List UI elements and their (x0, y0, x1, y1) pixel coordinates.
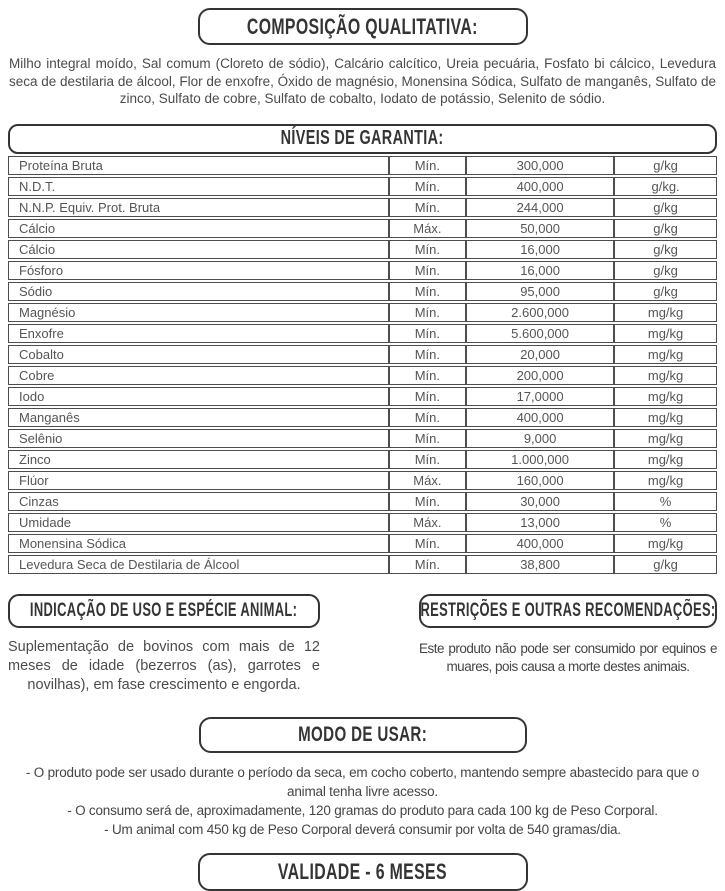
table-row (8, 555, 717, 574)
cell-limit-type: Mín. (389, 345, 466, 364)
indication-title: INDICAÇÃO DE USO E ESPÉCIE ANIMAL: (30, 599, 298, 621)
cell-nutrient-name: Zinco (8, 450, 389, 469)
cell-value: 9,000 (466, 429, 614, 448)
cell-limit-type: Mín. (389, 156, 466, 175)
guarantees-table (8, 154, 717, 576)
table-row (8, 513, 717, 532)
cell-value: 38,800 (466, 555, 614, 574)
indication-title-box (8, 594, 320, 628)
cell-unit: mg/kg (614, 366, 717, 385)
table-row (8, 450, 717, 469)
table-row (8, 429, 717, 448)
table-row (8, 387, 717, 406)
table-row (8, 492, 717, 511)
cell-unit: g/kg (614, 261, 717, 280)
cell-nutrient-name: N.D.T. (8, 177, 389, 196)
cell-nutrient-name: Selênio (8, 429, 389, 448)
cell-unit: g/kg (614, 219, 717, 238)
cell-nutrient-name: Iodo (8, 387, 389, 406)
usage-title-box (199, 717, 527, 753)
cell-limit-type: Mín. (389, 450, 466, 469)
table-row (8, 282, 717, 301)
cell-value: 400,000 (466, 408, 614, 427)
cell-unit: mg/kg (614, 429, 717, 448)
usage-item: - O consumo será de, aproximadamente, 120 gramas do produto para cada 100 kg de Peso Corporal. (67, 802, 658, 818)
cell-limit-type: Mín. (389, 408, 466, 427)
cell-nutrient-name: Cobalto (8, 345, 389, 364)
cell-value: 16,000 (466, 240, 614, 259)
cell-unit: mg/kg (614, 450, 717, 469)
table-row (8, 534, 717, 553)
cell-value: 50,000 (466, 219, 614, 238)
cell-unit: mg/kg (614, 387, 717, 406)
cell-value: 5.600,000 (466, 324, 614, 343)
cell-nutrient-name: Monensina Sódica (8, 534, 389, 553)
cell-limit-type: Mín. (389, 177, 466, 196)
cell-nutrient-name: Levedura Seca de Destilaria de Álcool (8, 555, 389, 574)
table-row (8, 177, 717, 196)
cell-value: 17,0000 (466, 387, 614, 406)
cell-limit-type: Mín. (389, 366, 466, 385)
cell-unit: mg/kg (614, 324, 717, 343)
cell-nutrient-name: Fósforo (8, 261, 389, 280)
cell-limit-type: Mín. (389, 240, 466, 259)
cell-value: 400,000 (466, 177, 614, 196)
cell-limit-type: Máx. (389, 513, 466, 532)
cell-limit-type: Mín. (389, 429, 466, 448)
cell-value: 95,000 (466, 282, 614, 301)
cell-limit-type: Mín. (389, 261, 466, 280)
cell-unit: g/kg (614, 282, 717, 301)
cell-limit-type: Mín. (389, 282, 466, 301)
cell-nutrient-name: Umidade (8, 513, 389, 532)
cell-value: 244,000 (466, 198, 614, 217)
table-row (8, 219, 717, 238)
usage-title: MODO DE USAR: (297, 722, 427, 746)
guarantees-section (8, 124, 717, 576)
two-column-section (8, 594, 717, 695)
usage-item: - O produto pode ser usado durante o período da seca, em cocho coberto, mantendo sempre abastecido para que o animal tenha livre acesso. (25, 764, 700, 799)
cell-nutrient-name: Proteína Bruta (8, 156, 389, 175)
cell-value: 2.600,000 (466, 303, 614, 322)
indication-text: Suplementação de bovinos com mais de 12 meses de idade (bezerros (as), garrotes e novilhas), em fase crescimento e engorda. (8, 638, 320, 693)
validity-label: VALIDADE - 6 MESES (277, 858, 448, 884)
cell-value: 300,000 (466, 156, 614, 175)
table-row (8, 303, 717, 322)
table-row (8, 366, 717, 385)
cell-value: 13,000 (466, 513, 614, 532)
cell-limit-type: Máx. (389, 219, 466, 238)
table-row (8, 198, 717, 217)
cell-value: 200,000 (466, 366, 614, 385)
cell-limit-type: Mín. (389, 198, 466, 217)
cell-limit-type: Mín. (389, 534, 466, 553)
cell-unit: % (614, 513, 717, 532)
table-row (8, 240, 717, 259)
cell-value: 16,000 (466, 261, 614, 280)
composition-title-box (198, 8, 528, 45)
cell-value: 160,000 (466, 471, 614, 490)
cell-unit: g/kg (614, 240, 717, 259)
restrictions-title: RESTRIÇÕES E OUTRAS RECOMENDAÇÕES: (420, 599, 716, 621)
cell-limit-type: Mín. (389, 387, 466, 406)
cell-unit: g/kg. (614, 177, 717, 196)
table-row (8, 408, 717, 427)
cell-unit: g/kg (614, 555, 717, 574)
cell-unit: % (614, 492, 717, 511)
guarantees-title: NÍVEIS DE GARANTIA: (281, 127, 444, 150)
restrictions-title-box (419, 594, 717, 628)
guarantees-table-body (8, 156, 717, 574)
table-row (8, 471, 717, 490)
cell-nutrient-name: Sódio (8, 282, 389, 301)
cell-nutrient-name: Cálcio (8, 240, 389, 259)
table-row (8, 156, 717, 175)
cell-nutrient-name: Cinzas (8, 492, 389, 511)
cell-nutrient-name: Cobre (8, 366, 389, 385)
cell-nutrient-name: Flúor (8, 471, 389, 490)
cell-value: 1.000,000 (466, 450, 614, 469)
guarantees-title-box (8, 124, 717, 154)
usage-text (8, 763, 717, 839)
cell-nutrient-name: Manganês (8, 408, 389, 427)
composition-text: Milho integral moído, Sal comum (Cloreto de sódio), Calcário calcítico, Ureia pecuária, Fosfato bi cálcico, Levedura seca de destilaria de álcool, Flor de enxofre, Óxido de magnésio, Monensina Sódica, Sulfato de manganês, Sulfato de zinco, Sulfato de cobre, Sulfato de cobalto, Iodato de potássio, Selenito de sódio. (9, 56, 716, 107)
cell-limit-type: Mín. (389, 303, 466, 322)
cell-nutrient-name: Enxofre (8, 324, 389, 343)
table-row (8, 324, 717, 343)
cell-unit: g/kg (614, 156, 717, 175)
composition-title: COMPOSIÇÃO QUALITATIVA: (247, 13, 478, 39)
cell-nutrient-name: Cálcio (8, 219, 389, 238)
cell-unit: mg/kg (614, 408, 717, 427)
cell-nutrient-name: N.N.P. Equiv. Prot. Bruta (8, 198, 389, 217)
validity-box (198, 853, 528, 891)
cell-limit-type: Mín. (389, 555, 466, 574)
table-row (8, 345, 717, 364)
indication-column (8, 594, 320, 695)
restrictions-text: Este produto não pode ser consumido por equinos e muares, pois causa a morte destes animais. (419, 640, 717, 674)
restrictions-column (419, 594, 717, 695)
cell-value: 20,000 (466, 345, 614, 364)
cell-limit-type: Mín. (389, 492, 466, 511)
cell-nutrient-name: Magnésio (8, 303, 389, 322)
cell-value: 30,000 (466, 492, 614, 511)
cell-unit: mg/kg (614, 345, 717, 364)
cell-unit: mg/kg (614, 534, 717, 553)
cell-unit: mg/kg (614, 303, 717, 322)
cell-limit-type: Máx. (389, 471, 466, 490)
cell-value: 400,000 (466, 534, 614, 553)
cell-unit: mg/kg (614, 471, 717, 490)
cell-unit: g/kg (614, 198, 717, 217)
table-row (8, 261, 717, 280)
usage-item: - Um animal com 450 kg de Peso Corporal deverá consumir por volta de 540 gramas/dia. (104, 821, 621, 837)
cell-limit-type: Mín. (389, 324, 466, 343)
